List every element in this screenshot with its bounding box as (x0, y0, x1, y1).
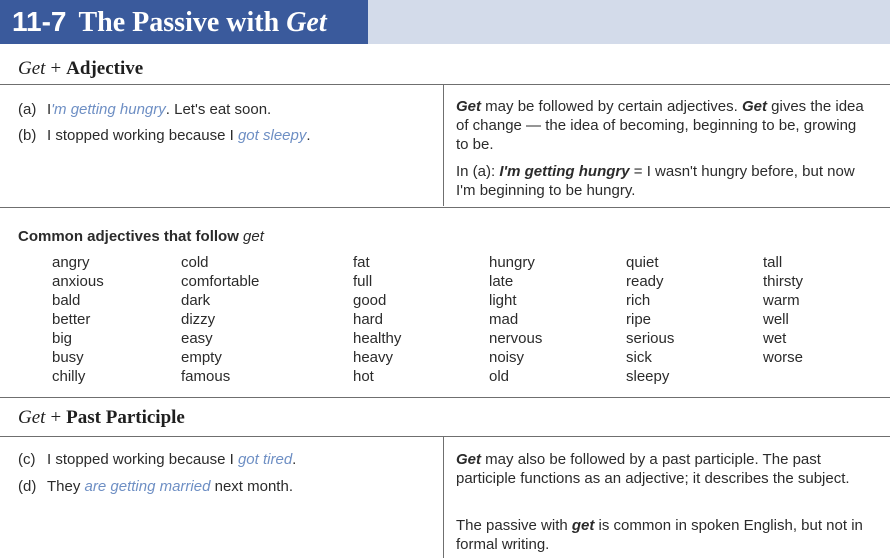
adjective-item: good (353, 292, 387, 309)
expl-text: may also be followed by a past participle. The past participle functions as an adjective; it describes the subject. (456, 451, 850, 487)
expl-text: = I wasn't hungry before, but now I'm beginning to be hungry. (456, 163, 855, 199)
adjective-item: famous (181, 368, 231, 385)
adjective-column-4 (489, 253, 542, 386)
title-prefix: The Passive with (78, 7, 280, 38)
example-text: They (47, 478, 81, 495)
example-label: (c) (18, 451, 36, 468)
explanation-1-p2 (456, 162, 868, 200)
expl-bold: get (571, 517, 595, 534)
example-c (18, 451, 296, 468)
adjective-item: dizzy (181, 311, 216, 328)
adjective-item: better (52, 311, 91, 328)
example-text: . (306, 127, 311, 144)
explanation-1-p1 (456, 97, 868, 154)
adjective-column-2 (181, 253, 259, 386)
expl-bold: Get (456, 98, 482, 115)
adjective-column-1 (52, 253, 104, 386)
expl-text: may be followed by certain adjectives. (481, 98, 742, 115)
adjective-item: cold (181, 254, 209, 271)
section-heading-past-participle (18, 407, 185, 429)
example-d (18, 478, 293, 495)
example-highlight: 'm getting hungry (51, 101, 166, 118)
adjective-item: chilly (52, 368, 86, 385)
example-b (18, 127, 311, 144)
adjective-item: tall (763, 254, 783, 271)
adjective-item: big (52, 330, 73, 347)
expl-bold: Get (741, 98, 767, 115)
adjective-item: light (489, 292, 517, 309)
adjective-item: full (353, 273, 373, 290)
column-divider (443, 85, 444, 206)
expl-text: In (a): (456, 163, 500, 180)
heading-plus: + (50, 58, 62, 79)
heading-get: Get (18, 58, 46, 79)
adjective-item: worse (763, 349, 804, 366)
adjectives-heading (18, 228, 264, 245)
divider (0, 207, 890, 208)
adjective-item: healthy (353, 330, 402, 347)
adjective-column-6 (763, 253, 803, 367)
divider (0, 84, 890, 85)
adjective-item: hot (353, 368, 374, 385)
expl-bold: Get (456, 451, 482, 468)
example-highlight: got tired (237, 451, 293, 468)
explanation-2-p2 (456, 516, 868, 554)
adjective-item: bald (52, 292, 81, 309)
example-label: (d) (18, 478, 37, 495)
adjective-item: easy (181, 330, 213, 347)
adjectives-heading-text: Common adjectives that follow (18, 228, 239, 245)
adjective-column-5 (626, 253, 674, 386)
adjective-item: warm (763, 292, 800, 309)
adjective-item: nervous (489, 330, 543, 347)
section-heading-adjective (18, 58, 143, 80)
column-divider (443, 437, 444, 558)
section-number: 11-7 (12, 6, 67, 37)
adjective-item: wet (763, 330, 787, 347)
adjective-item: busy (52, 349, 84, 366)
adjective-item: thirsty (763, 273, 804, 290)
example-a (18, 101, 271, 118)
expl-text: is common in spoken English, but not in formal writing. (456, 517, 863, 553)
adjectives-heading-get: get (243, 228, 264, 245)
example-label: (b) (18, 127, 37, 144)
adjective-item: fat (353, 254, 370, 271)
adjective-item: empty (181, 349, 222, 366)
title-get: Get (286, 7, 327, 38)
example-text: I stopped working because I (47, 451, 234, 468)
adjective-item: ripe (626, 311, 652, 328)
adjective-item: mad (489, 311, 519, 328)
divider (0, 436, 890, 437)
adjective-item: well (763, 311, 789, 328)
adjective-item: comfortable (181, 273, 260, 290)
heading-get: Get (18, 407, 46, 428)
example-text: I (47, 101, 52, 118)
adjective-item: dark (181, 292, 211, 309)
expl-text: gives the idea of change — the idea of becoming, beginning to be, growing to be. (456, 98, 864, 153)
adjective-item: heavy (353, 349, 394, 366)
example-highlight: got sleepy (237, 127, 307, 144)
adjective-item: sick (626, 349, 652, 366)
adjective-item: anxious (52, 273, 104, 290)
heading-rest: Past Participle (66, 407, 185, 428)
example-text: . Let's eat soon. (165, 101, 272, 118)
divider (0, 397, 890, 398)
example-text: . (292, 451, 297, 468)
adjective-item: sleepy (626, 368, 670, 385)
adjective-item: quiet (626, 254, 659, 271)
heading-rest: Adjective (66, 58, 144, 79)
adjective-item: late (489, 273, 514, 290)
adjective-item: angry (52, 254, 90, 271)
title-tab (0, 0, 368, 44)
adjective-item: hungry (489, 254, 535, 271)
adjective-item: old (489, 368, 510, 385)
heading-plus: + (50, 407, 62, 428)
example-text: next month. (214, 478, 293, 495)
example-highlight: are getting married (84, 478, 211, 495)
adjective-item: noisy (489, 349, 525, 366)
example-text: I stopped working because I (47, 127, 234, 144)
adjective-item: ready (626, 273, 664, 290)
adjective-item: serious (626, 330, 675, 347)
adjective-item: hard (353, 311, 384, 328)
adjective-item: rich (626, 292, 651, 309)
page-title (12, 6, 327, 39)
example-label: (a) (18, 101, 37, 118)
expl-text: The passive with (456, 517, 572, 534)
expl-bold: I'm getting hungry (499, 163, 630, 180)
adjective-column-3 (353, 253, 401, 386)
explanation-2-p1 (456, 450, 868, 488)
